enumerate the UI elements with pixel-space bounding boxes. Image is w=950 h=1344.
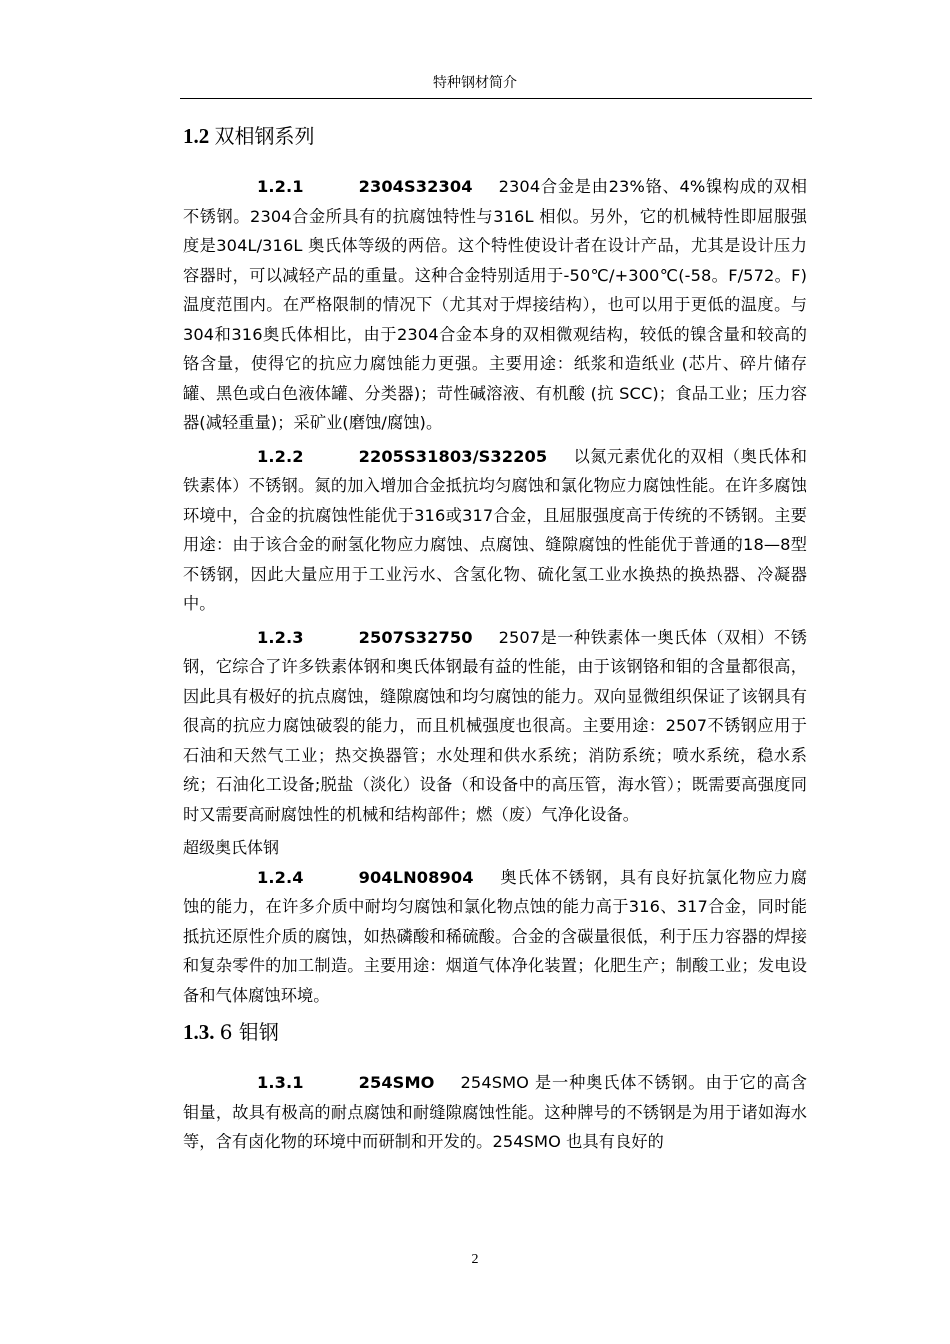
section-title: 6 钼钢 (219, 1020, 279, 1044)
paragraph-1-2-2 (183, 442, 807, 619)
paragraph-text: 2304合金是由23%铬、4%镍构成的双相不锈钢。2304合金所具有的抗腐蚀特性与316L 相似。另外，它的机械特性即屈服强度是304L/316L 奥氏体等级的两倍。这个特性使设计者在设计产品，尤其是设计压力容器时，可以减轻产品的重量。这种合金特别适用于-50℃/+300℃(-58。F/572。F)温度范围内。在严格限制的情况下（尤其对于焊接结构），也可以用于更低的温度。与304和316奥氏体相比，由于2304合金本身的双相微观结构，较低的镍含量和较高的铬含量，使得它的抗应力腐蚀能力更强。主要用途：纸浆和造纸业 (芯片、碎片储存罐、黑色或白色液体罐、分类器)；苛性碱溶液、有机酸 (抗 SCC)；食品工业；压力容器(减轻重量)；采矿业(磨蚀/腐蚀)。 (183, 177, 807, 432)
header-rule (180, 98, 812, 99)
grade-code: 2507S32750 (358, 627, 473, 647)
section-number: 1.2 (183, 124, 210, 148)
paragraph-1-2-3 (183, 623, 807, 830)
section-heading-1-2 (183, 118, 807, 162)
item-number: 1.2.3 (257, 627, 304, 647)
page-body (183, 118, 807, 1161)
section-title: 双相钢系列 (214, 124, 315, 148)
grade-code: 254SMO (358, 1073, 435, 1092)
grade-code: 2304S32304 (358, 177, 473, 196)
paragraph-text: 2507是一种铁素体一奥氏体（双相）不锈钢，它综合了许多铁素体钢和奥氏体钢最有益的性能，由于该钢铬和钼的含量都很高，因此具有极好的抗点腐蚀，缝隙腐蚀和均匀腐蚀的能力。双向显微组织保证了该钢具有很高的抗应力腐蚀破裂的能力，而且机械强度也很高。主要用途：2507不锈钢应用于石油和天然气工业；热交换器管；水处理和供水系统；消防系统；喷水系统，稳水系统；石油化工设备;脱盐（淡化）设备（和设备中的高压管，海水管）；既需要高强度同时又需要高耐腐蚀性的机械和结构部件；燃（废）气净化设备。 (183, 627, 807, 824)
page-number: 2 (471, 1252, 479, 1267)
item-number: 1.3.1 (257, 1073, 304, 1092)
item-number: 1.2.4 (257, 867, 304, 887)
item-number: 1.2.1 (257, 177, 304, 196)
paragraph-text: 254SMO 是一种奥氏体不锈钢。由于它的高含钼量，故具有极高的耐点腐蚀和耐缝隙腐蚀性能。这种牌号的不锈钢是为用于诸如海水等，含有卤化物的环境中而研制和开发的。254SMO 也具有良好的 (183, 1073, 807, 1151)
page-header: 特种钢材简介 (433, 75, 517, 91)
grade-code: 2205S31803/S32205 (358, 446, 548, 466)
section-number: 1.3. (183, 1020, 215, 1044)
item-number: 1.2.2 (257, 446, 304, 466)
paragraph-1-2-1 (183, 172, 807, 438)
subheading-super-austenitic: 超级奥氏体钢 (183, 838, 280, 857)
paragraph-1-3-1 (183, 1068, 807, 1157)
section-heading-1-3 (183, 1014, 807, 1058)
paragraph-text: 以氮元素优化的双相（奥氏体和铁素体）不锈钢。氮的加入增加合金抵抗均匀腐蚀和氯化物应力腐蚀性能。在许多腐蚀环境中，合金的抗腐蚀性能优于316或317合金，且屈服强度高于传统的不锈钢。主要用途：由于该合金的耐氢化物应力腐蚀、点腐蚀、缝隙腐蚀的性能优于普通的18—8型不锈钢，因此大量应用于工业污水、含氢化物、硫化氢工业水换热的换热器、冷凝器中。 (183, 446, 807, 613)
grade-code: 904LN08904 (358, 867, 474, 887)
paragraph-text: 奥氏体不锈钢，具有良好抗氯化物应力腐蚀的能力，在许多介质中耐均匀腐蚀和氯化物点蚀的能力高于316、317合金，同时能抵抗还原性介质的腐蚀，如热磷酸和稀硫酸。合金的含碳量很低，利于压力容器的焊接和复杂零件的加工制造。主要用途：烟道气体净化装置；化肥生产；制酸工业；发电设备和气体腐蚀环境。 (183, 867, 807, 1005)
paragraph-1-2-4 (183, 863, 807, 1011)
